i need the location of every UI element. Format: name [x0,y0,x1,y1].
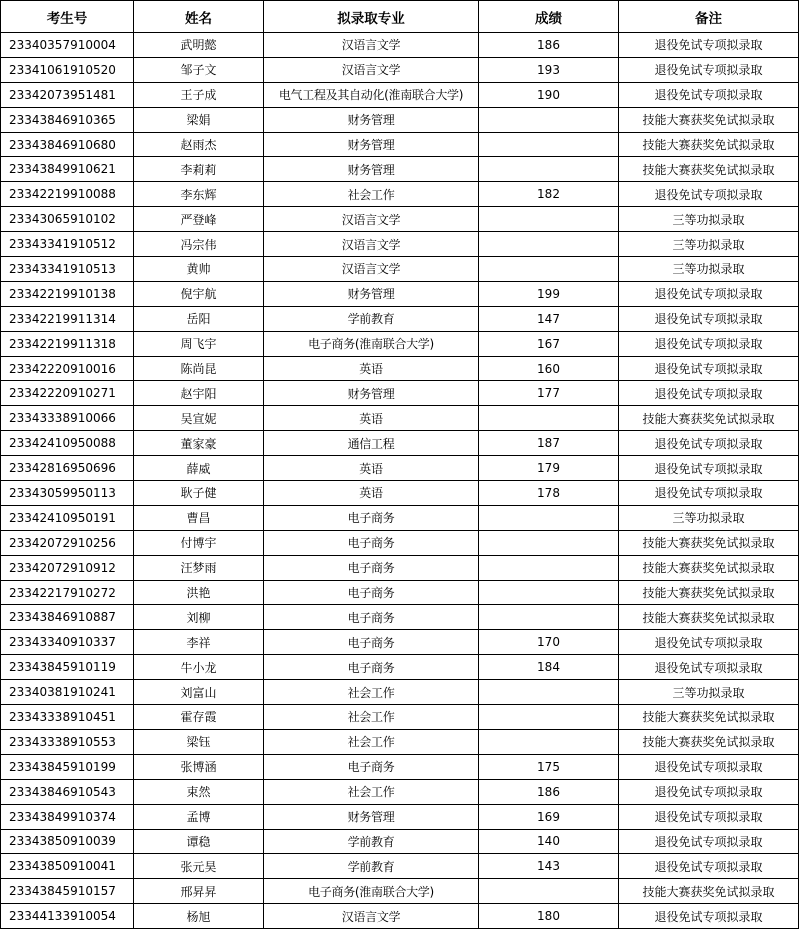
name-cell: 梁钰 [134,729,264,754]
major-cell: 电子商务(淮南联合大学) [264,879,479,904]
table-row [1,655,799,680]
note-cell: 退役免试专项拟录取 [619,854,799,879]
note-cell: 退役免试专项拟录取 [619,356,799,381]
table-row [1,530,799,555]
table-row [1,232,799,257]
exam-id-cell: 23341061910520 [1,57,134,82]
name-cell: 刘富山 [134,680,264,705]
major-cell: 电子商务 [264,754,479,779]
note-cell: 退役免试专项拟录取 [619,331,799,356]
score-cell: 170 [479,630,619,655]
header-name: 姓名 [134,1,264,33]
note-cell: 技能大赛获奖免试拟录取 [619,705,799,730]
note-cell: 退役免试专项拟录取 [619,655,799,680]
score-cell [479,705,619,730]
major-cell: 电子商务 [264,530,479,555]
score-cell [479,879,619,904]
table-row [1,431,799,456]
name-cell: 谭稳 [134,829,264,854]
exam-id-cell: 23342219911314 [1,306,134,331]
table-row [1,207,799,232]
exam-id-cell: 23342410950088 [1,431,134,456]
major-cell: 社会工作 [264,779,479,804]
note-cell: 退役免试专项拟录取 [619,57,799,82]
exam-id-cell: 23343845910119 [1,655,134,680]
table-row [1,580,799,605]
major-cell: 英语 [264,481,479,506]
exam-id-cell: 23343338910553 [1,729,134,754]
major-cell: 财务管理 [264,107,479,132]
note-cell: 技能大赛获奖免试拟录取 [619,132,799,157]
name-cell: 张博涵 [134,754,264,779]
name-cell: 王子成 [134,82,264,107]
header-score: 成绩 [479,1,619,33]
exam-id-cell: 23343341910513 [1,257,134,282]
major-cell: 财务管理 [264,804,479,829]
name-cell: 冯宗伟 [134,232,264,257]
note-cell: 三等功拟录取 [619,257,799,282]
major-cell: 汉语言文学 [264,57,479,82]
name-cell: 董家豪 [134,431,264,456]
exam-id-cell: 23343338910451 [1,705,134,730]
score-cell: 147 [479,306,619,331]
name-cell: 霍存霞 [134,705,264,730]
major-cell: 英语 [264,356,479,381]
table-header [1,1,799,33]
major-cell: 学前教育 [264,829,479,854]
major-cell: 学前教育 [264,854,479,879]
name-cell: 邢昇昇 [134,879,264,904]
score-cell [479,257,619,282]
major-cell: 英语 [264,456,479,481]
name-cell: 付博宇 [134,530,264,555]
table-row [1,904,799,929]
table-row [1,257,799,282]
major-cell: 社会工作 [264,729,479,754]
score-cell [479,729,619,754]
note-cell: 退役免试专项拟录取 [619,456,799,481]
exam-id-cell: 23343849910621 [1,157,134,182]
note-cell: 退役免试专项拟录取 [619,381,799,406]
score-cell: 179 [479,456,619,481]
note-cell: 退役免试专项拟录取 [619,829,799,854]
score-cell: 190 [479,82,619,107]
major-cell: 电子商务 [264,630,479,655]
table-row [1,729,799,754]
name-cell: 邹子文 [134,57,264,82]
major-cell: 电子商务 [264,655,479,680]
major-cell: 电子商务 [264,580,479,605]
name-cell: 吴宣妮 [134,406,264,431]
note-cell: 退役免试专项拟录取 [619,754,799,779]
note-cell: 退役免试专项拟录取 [619,630,799,655]
note-cell: 三等功拟录取 [619,207,799,232]
major-cell: 通信工程 [264,431,479,456]
score-cell [479,207,619,232]
name-cell: 岳阳 [134,306,264,331]
note-cell: 退役免试专项拟录取 [619,306,799,331]
note-cell: 退役免试专项拟录取 [619,33,799,58]
table-row [1,82,799,107]
name-cell: 倪宇航 [134,281,264,306]
exam-id-cell: 23343340910337 [1,630,134,655]
score-cell [479,680,619,705]
score-cell: 193 [479,57,619,82]
note-cell: 退役免试专项拟录取 [619,431,799,456]
score-cell: 167 [479,331,619,356]
note-cell: 技能大赛获奖免试拟录取 [619,406,799,431]
score-cell: 175 [479,754,619,779]
name-cell: 洪艳 [134,580,264,605]
note-cell: 三等功拟录取 [619,232,799,257]
score-cell: 186 [479,33,619,58]
name-cell: 严登峰 [134,207,264,232]
table-row [1,281,799,306]
score-cell [479,580,619,605]
score-cell [479,555,619,580]
name-cell: 刘柳 [134,605,264,630]
table-row [1,356,799,381]
exam-id-cell: 23342072910256 [1,530,134,555]
major-cell: 财务管理 [264,281,479,306]
major-cell: 汉语言文学 [264,904,479,929]
table-row [1,705,799,730]
exam-id-cell: 23342217910272 [1,580,134,605]
note-cell: 技能大赛获奖免试拟录取 [619,729,799,754]
score-cell [479,132,619,157]
name-cell: 牛小龙 [134,655,264,680]
major-cell: 财务管理 [264,381,479,406]
name-cell: 李莉莉 [134,157,264,182]
note-cell: 技能大赛获奖免试拟录取 [619,605,799,630]
table-row [1,829,799,854]
exam-id-cell: 23343846910365 [1,107,134,132]
score-cell [479,505,619,530]
note-cell: 技能大赛获奖免试拟录取 [619,157,799,182]
score-cell: 140 [479,829,619,854]
major-cell: 社会工作 [264,680,479,705]
table-row [1,57,799,82]
score-cell [479,232,619,257]
table-row [1,505,799,530]
table-row [1,754,799,779]
name-cell: 李祥 [134,630,264,655]
note-cell: 技能大赛获奖免试拟录取 [619,555,799,580]
name-cell: 薛威 [134,456,264,481]
name-cell: 汪梦雨 [134,555,264,580]
exam-id-cell: 23342219910088 [1,182,134,207]
score-cell: 182 [479,182,619,207]
name-cell: 杨旭 [134,904,264,929]
header-note: 备注 [619,1,799,33]
major-cell: 汉语言文学 [264,232,479,257]
exam-id-cell: 23342816950696 [1,456,134,481]
score-cell: 178 [479,481,619,506]
header-row [1,1,799,33]
note-cell: 技能大赛获奖免试拟录取 [619,879,799,904]
table-row [1,182,799,207]
table-row [1,779,799,804]
exam-id-cell: 23343846910887 [1,605,134,630]
exam-id-cell: 23343850910039 [1,829,134,854]
exam-id-cell: 23343845910199 [1,754,134,779]
exam-id-cell: 23342410950191 [1,505,134,530]
table-row [1,331,799,356]
exam-id-cell: 23343059950113 [1,481,134,506]
table-row [1,456,799,481]
exam-id-cell: 23342219911318 [1,331,134,356]
note-cell: 技能大赛获奖免试拟录取 [619,107,799,132]
name-cell: 陈尚昆 [134,356,264,381]
name-cell: 耿子健 [134,481,264,506]
exam-id-cell: 23342072910912 [1,555,134,580]
note-cell: 退役免试专项拟录取 [619,182,799,207]
exam-id-cell: 23343846910543 [1,779,134,804]
score-cell: 169 [479,804,619,829]
score-cell: 186 [479,779,619,804]
table-row [1,132,799,157]
table-row [1,107,799,132]
score-cell: 143 [479,854,619,879]
table-row [1,306,799,331]
major-cell: 电子商务(淮南联合大学) [264,331,479,356]
exam-id-cell: 23342220910271 [1,381,134,406]
note-cell: 技能大赛获奖免试拟录取 [619,580,799,605]
exam-id-cell: 23342220910016 [1,356,134,381]
major-cell: 电子商务 [264,555,479,580]
major-cell: 学前教育 [264,306,479,331]
major-cell: 财务管理 [264,157,479,182]
name-cell: 周飞宇 [134,331,264,356]
major-cell: 汉语言文学 [264,33,479,58]
note-cell: 退役免试专项拟录取 [619,481,799,506]
major-cell: 英语 [264,406,479,431]
note-cell: 退役免试专项拟录取 [619,804,799,829]
note-cell: 三等功拟录取 [619,505,799,530]
name-cell: 张元昊 [134,854,264,879]
note-cell: 三等功拟录取 [619,680,799,705]
score-cell: 180 [479,904,619,929]
name-cell: 赵宇阳 [134,381,264,406]
major-cell: 电子商务 [264,505,479,530]
name-cell: 曹昌 [134,505,264,530]
note-cell: 退役免试专项拟录取 [619,779,799,804]
major-cell: 电气工程及其自动化(淮南联合大学) [264,82,479,107]
score-cell [479,107,619,132]
table-row [1,555,799,580]
table-body [1,33,799,929]
score-cell: 199 [479,281,619,306]
exam-id-cell: 23340357910004 [1,33,134,58]
score-cell: 160 [479,356,619,381]
score-cell: 177 [479,381,619,406]
name-cell: 李东辉 [134,182,264,207]
note-cell: 退役免试专项拟录取 [619,281,799,306]
score-cell [479,605,619,630]
name-cell: 梁娟 [134,107,264,132]
table-row [1,481,799,506]
exam-id-cell: 23343065910102 [1,207,134,232]
table-row [1,33,799,58]
exam-id-cell: 23342073951481 [1,82,134,107]
table-row [1,406,799,431]
table-row [1,680,799,705]
header-major: 拟录取专业 [264,1,479,33]
table-row [1,804,799,829]
name-cell: 赵雨杰 [134,132,264,157]
note-cell: 退役免试专项拟录取 [619,904,799,929]
major-cell: 财务管理 [264,132,479,157]
score-cell [479,157,619,182]
major-cell: 社会工作 [264,182,479,207]
score-cell [479,530,619,555]
score-cell: 187 [479,431,619,456]
table-row [1,157,799,182]
exam-id-cell: 23343846910680 [1,132,134,157]
exam-id-cell: 23344133910054 [1,904,134,929]
exam-id-cell: 23340381910241 [1,680,134,705]
name-cell: 黄帅 [134,257,264,282]
score-cell: 184 [479,655,619,680]
major-cell: 社会工作 [264,705,479,730]
exam-id-cell: 23343850910041 [1,854,134,879]
major-cell: 汉语言文学 [264,257,479,282]
table-row [1,605,799,630]
table-row [1,879,799,904]
major-cell: 电子商务 [264,605,479,630]
note-cell: 退役免试专项拟录取 [619,82,799,107]
name-cell: 武明懿 [134,33,264,58]
name-cell: 束然 [134,779,264,804]
exam-id-cell: 23343338910066 [1,406,134,431]
major-cell: 汉语言文学 [264,207,479,232]
table-row [1,854,799,879]
exam-id-cell: 23343845910157 [1,879,134,904]
exam-id-cell: 23342219910138 [1,281,134,306]
table-row [1,630,799,655]
score-cell [479,406,619,431]
table-row [1,381,799,406]
exam-id-cell: 23343341910512 [1,232,134,257]
header-exam-id: 考生号 [1,1,134,33]
note-cell: 技能大赛获奖免试拟录取 [619,530,799,555]
exam-id-cell: 23343849910374 [1,804,134,829]
name-cell: 孟博 [134,804,264,829]
